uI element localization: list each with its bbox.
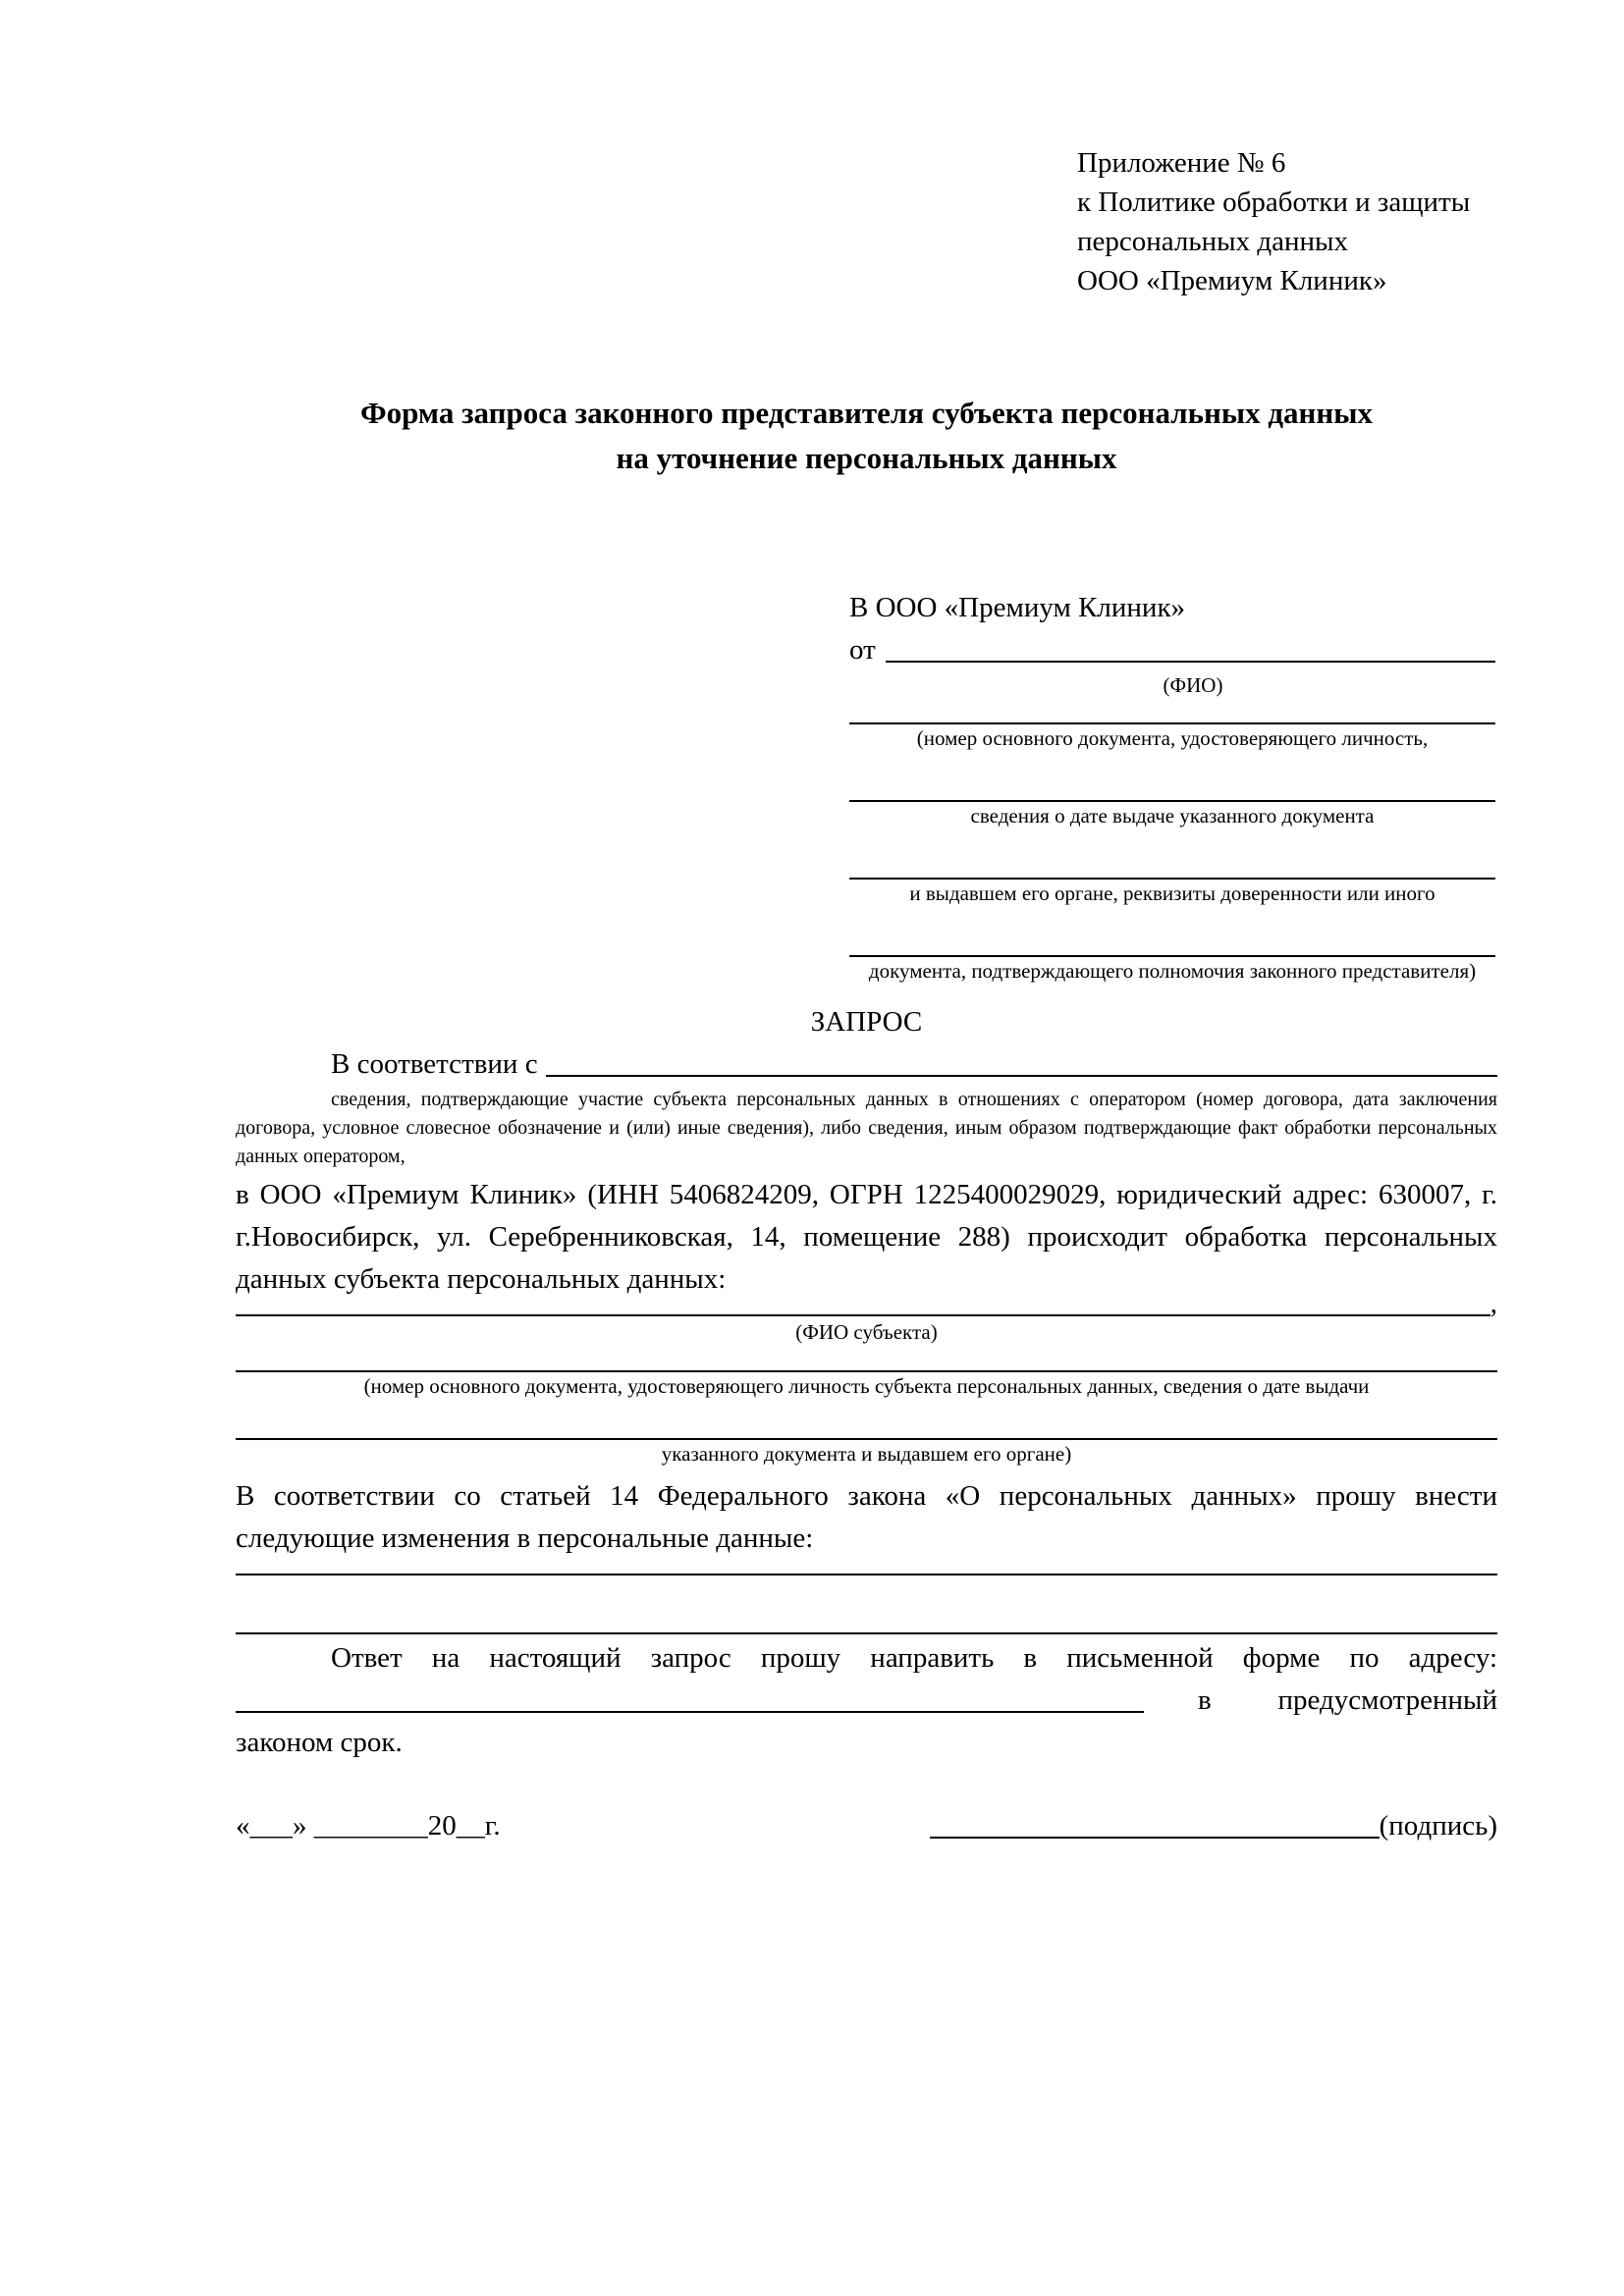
document-title-line-1: Форма запроса законного представителя субъекта персональных данных [360, 396, 1373, 430]
intro-prefix: В соответствии с [331, 1048, 538, 1080]
annex-organization: ООО «Премиум Клиник» [1077, 265, 1387, 296]
operator-paragraph: в ООО «Премиум Клиник» (ИНН 5406824209, ОГРН 1225400029029, юридический адрес: 630007, г. г.Новосибирск, ул. Серебренниковская, 14, помещение 288) происходит обработка персональных данных субъекта персональных данных: [236, 1179, 1497, 1295]
answer-paragraph-line-1: Ответ на настоящий запрос прошу направить в письменной форме по адресу: [331, 1642, 1497, 1674]
from-label: от [849, 634, 876, 666]
answer-address-row [236, 1680, 1497, 1722]
signature-blank-line [930, 1805, 1380, 1839]
date-blank: «___» ________20__г. [236, 1810, 501, 1842]
subject-fio-caption: (ФИО субъекта) [795, 1320, 938, 1344]
annex-number: Приложение № 6 [1077, 147, 1286, 179]
annex-policy-line-1: к Политике обработки и защиты [1077, 187, 1471, 218]
subject-doc-caption-1: (номер основного документа, удостоверяющего личность субъекта персональных данных, сведения о дате выдачи [363, 1374, 1370, 1398]
subject-fio-blank-line [236, 1287, 1490, 1316]
subject-doc-caption-2: указанного документа и выдавшем его органе) [661, 1442, 1072, 1466]
intro-row [236, 1043, 1497, 1086]
document-title-line-2: на уточнение персональных данных [616, 441, 1117, 475]
from-row [849, 629, 1495, 671]
representative-doc-caption-2: сведения о дате выдаче указанного документа [970, 804, 1375, 828]
request-heading: ЗАПРОС [810, 1006, 923, 1038]
annex-header [1077, 143, 1509, 300]
intro-blank-line [546, 1043, 1497, 1077]
answer-address-blank-line [236, 1680, 1144, 1713]
signature-row [236, 1805, 1497, 1847]
addressee-organization: В ООО «Премиум Клиник» [849, 592, 1186, 623]
representative-doc-caption-4: документа, подтверждающего полномочия законного представителя) [868, 959, 1477, 983]
signature-group [930, 1805, 1497, 1847]
fio-caption: (ФИО) [1163, 673, 1223, 697]
subject-fio-row [236, 1287, 1497, 1318]
signature-caption: (подпись) [1379, 1810, 1497, 1842]
intro-caption: сведения, подтверждающие участие субъекта персональных данных в отношениях с оператором (номер договора, дата заключения договора, условное словесное обозначение и (или) иные сведения), либо сведения, иным образом подтверждающие факт обработки персональных данных оператором, [236, 1089, 1497, 1167]
law-paragraph: В соответствии со статьей 14 Федерального закона «О персональных данных» прошу внести следующие изменения в персональные данные: [236, 1480, 1497, 1554]
subject-fio-comma: , [1489, 1288, 1497, 1319]
from-blank-line [886, 629, 1495, 663]
answer-word-2: предусмотренный [1277, 1684, 1497, 1716]
annex-policy-line-2: персональных данных [1077, 226, 1349, 257]
changes-blank-line-2 [236, 1632, 1497, 1634]
request-body [236, 1001, 1497, 1847]
representative-doc-caption-1: (номер основного документа, удостоверяющего личность, [916, 726, 1429, 750]
representative-doc-caption-3: и выдавшем его органе, реквизиты доверенности или иного [909, 881, 1435, 905]
answer-word-1: в [1198, 1684, 1212, 1716]
addressee-block [849, 587, 1495, 985]
document-title [236, 391, 1497, 481]
changes-blank-line-1 [236, 1574, 1497, 1575]
answer-paragraph-line-3: законом срок. [236, 1727, 403, 1758]
